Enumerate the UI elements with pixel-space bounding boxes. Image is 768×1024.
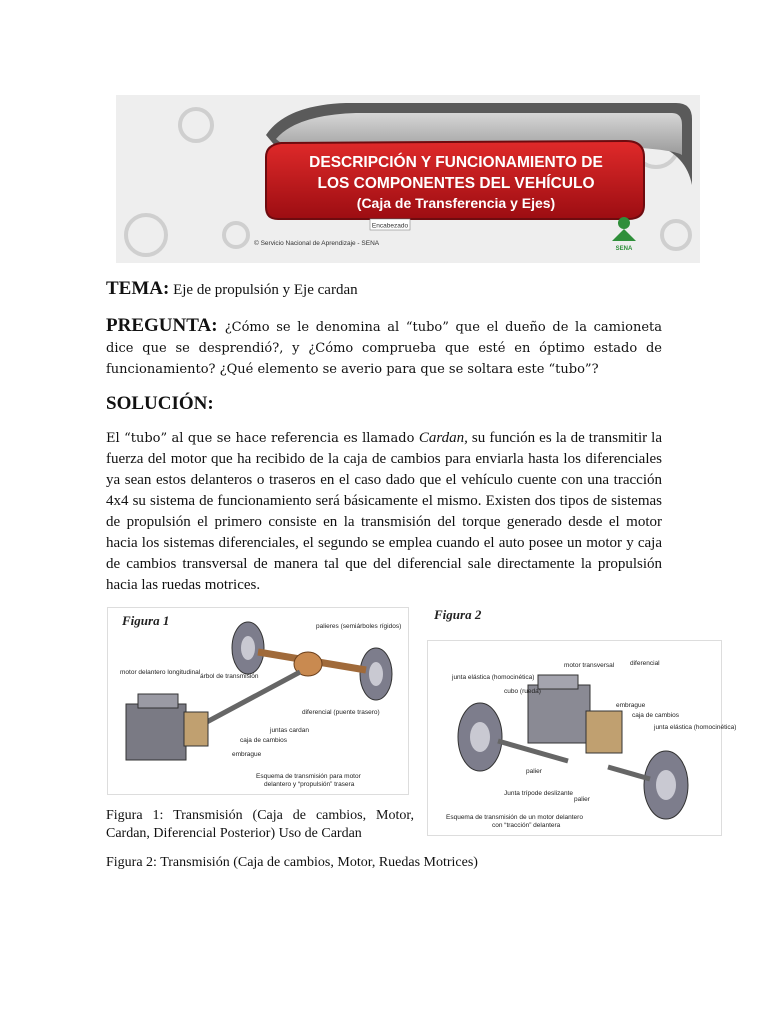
svg-text:cubo (rueda): cubo (rueda) (504, 688, 541, 695)
banner-tag: Encabezado (371, 222, 409, 230)
svg-text:junta elástica (homocinética): junta elástica (homocinética) (654, 724, 737, 731)
svg-text:Esquema de transmisión de un m: Esquema de transmisión de un motor delantero (446, 814, 583, 821)
svg-text:diferencial (puente trasero): diferencial (puente trasero) (302, 709, 380, 716)
figure-1-image (107, 607, 409, 795)
figure-1-caption: Figura 1: Transmisión (Caja de cambios, Motor, Cardan, Diferencial Posterior) Uso de Cardan (106, 808, 414, 841)
svg-text:Esquema de transmisión para mo: Esquema de transmisión para motor (256, 773, 361, 780)
svg-text:motor delantero longitudinal: motor delantero longitudinal (120, 669, 201, 676)
svg-text:caja de cambios: caja de cambios (240, 737, 287, 744)
svg-text:palieres (semiárboles rígidos): palieres (semiárboles rígidos) (316, 623, 402, 630)
solucion-text-start: El “tubo” al que se hace referencia es llamado (106, 431, 419, 446)
svg-text:juntas cardan: juntas cardan (270, 727, 310, 734)
pregunta-label: PREGUNTA: (106, 315, 218, 336)
svg-text:con “tracción” delantera: con “tracción” delantera (492, 822, 561, 829)
svg-text:palier: palier (526, 768, 542, 775)
tema-label: TEMA: (106, 278, 170, 299)
svg-text:embrague: embrague (616, 702, 646, 709)
svg-text:palier: palier (574, 796, 590, 803)
figure-2-tag: Figura 2 (434, 607, 482, 622)
banner-title-line1: DESCRIPCIÓN Y FUNCIONAMIENTO DE (309, 154, 603, 171)
svg-text:caja de cambios: caja de cambios (632, 712, 679, 719)
solucion-paragraph (106, 428, 662, 596)
pregunta-text: ¿Cómo se le denomina al “tubo” que el dueño de la camioneta dice que se desprendió?, y ¿Cómo comprueba que esté en óptimo estado de funcionamiento? ¿Qué elemento se averio para que se soltara este “tubo”? (106, 320, 662, 377)
solucion-heading: SOLUCIÓN: (106, 393, 214, 414)
banner-copyright: © Servicio Nacional de Aprendizaje - SENA (254, 240, 380, 247)
pregunta-block (106, 315, 662, 380)
svg-text:diferencial: diferencial (630, 660, 660, 667)
tema-text: Eje de propulsión y Eje cardan (173, 282, 358, 298)
svg-text:árbol de transmisión: árbol de transmisión (200, 673, 259, 680)
svg-text:SENA: SENA (615, 246, 633, 252)
solucion-text-rest: su función es la de transmitir la fuerza del motor que ha recibido de la caja de cambios para enviarla hasta los diferenciales ya sean estos delanteros o traseros en el caso dado que el vehículo cuente con una tracción 4x4 su sistema de funcionamiento será básicamente el mismo. Existen dos tipos de sistemas de propulsión el primero consiste en la transmisión del torque generado desde el motor hacia los sistemas diferenciales, el segundo se emplea cuando el auto posee un motor y caja de cambios transversal de manera tal que del diferencial sale directamente la propulsión hacia las ruedas motrices. (106, 430, 662, 593)
banner-title-line2: LOS COMPONENTES DEL VEHÍCULO (317, 175, 595, 192)
header-banner (116, 95, 700, 263)
figure-2-image (427, 640, 737, 836)
figure-1-tag: Figura 1 (122, 613, 170, 628)
svg-text:Junta trípode deslizante: Junta trípode deslizante (504, 790, 574, 797)
svg-text:motor transversal: motor transversal (564, 662, 615, 669)
tema-line (106, 278, 666, 300)
svg-text:embrague: embrague (232, 751, 262, 758)
banner-title-line3: (Caja de Transferencia y Ejes) (356, 195, 556, 211)
figure-2-caption: Figura 2: Transmisión (Caja de cambios, Motor, Ruedas Motrices) (106, 855, 478, 870)
svg-text:junta elástica (homocinética): junta elástica (homocinética) (452, 674, 535, 681)
solucion-cardan: Cardan, (418, 430, 468, 446)
svg-text:delantero y “propulsión” trase: delantero y “propulsión” trasera (264, 781, 355, 788)
